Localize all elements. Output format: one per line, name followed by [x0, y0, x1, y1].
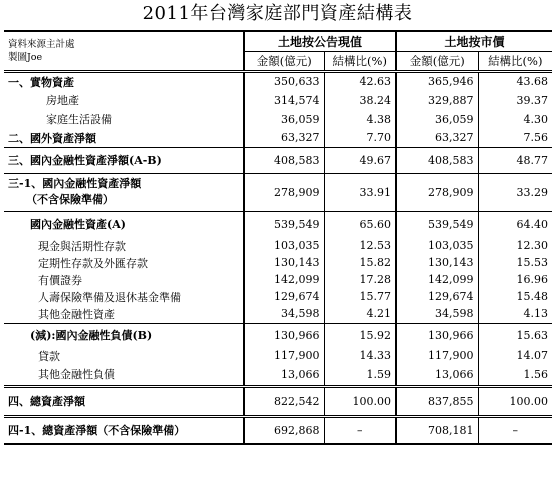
cell-amount-1: 129,674 — [244, 288, 324, 305]
cell-ratio-2: 4.30 — [478, 109, 552, 129]
author-label: 製圖Joe — [8, 51, 43, 63]
cell-ratio-2: 39.37 — [478, 91, 552, 109]
cell-ratio-1: 49.67 — [324, 147, 396, 173]
cell-ratio-2: 14.07 — [478, 347, 552, 364]
cell-amount-2: 63,327 — [396, 129, 478, 147]
cell-ratio-1: 15.92 — [324, 323, 396, 347]
table-row — [4, 347, 552, 364]
cell-amount-2: 130,966 — [396, 323, 478, 347]
table-row — [4, 364, 552, 386]
cell-amount-2: 539,549 — [396, 211, 478, 237]
cell-ratio-1: 7.70 — [324, 129, 396, 147]
cell-ratio-1: 42.63 — [324, 71, 396, 91]
row-label: 貸款 — [38, 349, 60, 363]
cell-amount-2: 408,583 — [396, 147, 478, 173]
cell-amount-1: 63,327 — [244, 129, 324, 147]
cell-amount-2: 837,855 — [396, 386, 478, 416]
cell-amount-1: 314,574 — [244, 91, 324, 109]
table-row — [4, 323, 552, 347]
row-label: 三、國內金融性資產淨額(A-B) — [4, 147, 244, 173]
table-row — [4, 211, 552, 237]
cell-amount-2: 129,674 — [396, 288, 478, 305]
table-row — [4, 129, 552, 147]
cell-ratio-2: – — [478, 416, 552, 444]
table-row — [4, 109, 552, 129]
cell-ratio-1: 12.53 — [324, 237, 396, 254]
cell-amount-1: 142,099 — [244, 271, 324, 288]
cell-amount-2: 365,946 — [396, 71, 478, 91]
cell-amount-1: 34,598 — [244, 305, 324, 323]
cell-amount-1: 130,966 — [244, 323, 324, 347]
cell-ratio-1: 15.82 — [324, 254, 396, 271]
cell-ratio-2: 1.56 — [478, 364, 552, 386]
cell-amount-1: 692,868 — [244, 416, 324, 444]
row-label-line1: 三-1、國內金融性資產淨額 — [8, 177, 142, 190]
cell-ratio-2: 12.30 — [478, 237, 552, 254]
cell-amount-1: 13,066 — [244, 364, 324, 386]
cell-amount-2: 329,887 — [396, 91, 478, 109]
cell-amount-2: 34,598 — [396, 305, 478, 323]
row-label: 家庭生活設備 — [46, 113, 112, 126]
cell-ratio-1: 14.33 — [324, 347, 396, 364]
cell-amount-1: 408,583 — [244, 147, 324, 173]
cell-amount-2: 278,909 — [396, 173, 478, 211]
cell-ratio-1: 1.59 — [324, 364, 396, 386]
cell-ratio-2: 15.63 — [478, 323, 552, 347]
row-label: 二、國外資產淨額 — [8, 131, 96, 145]
cell-ratio-2: 33.29 — [478, 173, 552, 211]
cell-ratio-2: 43.68 — [478, 71, 552, 91]
table-row — [4, 71, 552, 91]
row-label: 人壽保險準備及退休基金準備 — [38, 290, 181, 304]
table-row — [4, 91, 552, 109]
cell-ratio-1: 38.24 — [324, 91, 396, 109]
table-row — [4, 416, 552, 444]
cell-amount-2: 13,066 — [396, 364, 478, 386]
cell-ratio-1: 100.00 — [324, 386, 396, 416]
cell-ratio-2: 64.40 — [478, 211, 552, 237]
row-label: 四、總資產淨額 — [4, 386, 244, 416]
cell-amount-1: 822,542 — [244, 386, 324, 416]
cell-ratio-2: 48.77 — [478, 147, 552, 173]
source-label: 資料來源主計處 — [8, 38, 75, 50]
table-row — [4, 147, 552, 173]
row-label: 有價證券 — [38, 273, 82, 287]
table-row — [4, 386, 552, 416]
cell-amount-2: 36,059 — [396, 109, 478, 129]
row-label-line2: （不含保險準備） — [26, 193, 114, 206]
group-header-market: 土地按市價 — [396, 31, 552, 51]
cell-ratio-2: 7.56 — [478, 129, 552, 147]
cell-ratio-2: 15.48 — [478, 288, 552, 305]
table-row — [4, 271, 552, 288]
row-label: 房地產 — [46, 94, 79, 107]
cell-ratio-2: 16.96 — [478, 271, 552, 288]
cell-ratio-1: 33.91 — [324, 173, 396, 211]
cell-ratio-2: 100.00 — [478, 386, 552, 416]
row-label: 其他金融性資產 — [38, 307, 115, 321]
cell-amount-1: 36,059 — [244, 109, 324, 129]
row-label: 一、實物資產 — [4, 71, 244, 91]
cell-amount-1: 103,035 — [244, 237, 324, 254]
cell-amount-2: 708,181 — [396, 416, 478, 444]
table-row — [4, 288, 552, 305]
cell-amount-1: 350,633 — [244, 71, 324, 91]
cell-ratio-1: 4.21 — [324, 305, 396, 323]
col-header-ratio-1: 結構比(%) — [324, 51, 396, 71]
page-title: 2011年台灣家庭部門資產結構表 — [142, 3, 413, 24]
row-label: 國內金融性資產(A) — [4, 211, 244, 237]
table-row — [4, 237, 552, 254]
row-label — [4, 173, 244, 211]
cell-ratio-2: 4.13 — [478, 305, 552, 323]
group-header-announced: 土地按公告現值 — [244, 31, 396, 51]
cell-ratio-1: 15.77 — [324, 288, 396, 305]
cell-amount-2: 103,035 — [396, 237, 478, 254]
asset-structure-table — [4, 30, 552, 445]
cell-amount-2: 142,099 — [396, 271, 478, 288]
row-label: 其他金融性負債 — [38, 368, 115, 382]
table-row — [4, 173, 552, 211]
cell-amount-1: 130,143 — [244, 254, 324, 271]
source-cell — [4, 31, 244, 71]
row-label: (減):國內金融性負債(B) — [4, 323, 244, 347]
cell-amount-2: 130,143 — [396, 254, 478, 271]
row-label: 現金與活期性存款 — [38, 239, 126, 253]
cell-amount-1: 117,900 — [244, 347, 324, 364]
cell-ratio-1: – — [324, 416, 396, 444]
cell-ratio-2: 15.53 — [478, 254, 552, 271]
table-row — [4, 305, 552, 323]
col-header-ratio-2: 結構比(%) — [478, 51, 552, 71]
row-label: 定期性存款及外匯存款 — [38, 256, 148, 270]
cell-amount-1: 539,549 — [244, 211, 324, 237]
col-header-amount-2: 金額(億元) — [396, 51, 478, 71]
cell-ratio-1: 17.28 — [324, 271, 396, 288]
group-header-row — [4, 31, 552, 51]
cell-ratio-1: 4.38 — [324, 109, 396, 129]
table-row — [4, 254, 552, 271]
cell-amount-1: 278,909 — [244, 173, 324, 211]
row-label: 四-1、總資產淨額（不含保險準備） — [4, 416, 244, 444]
cell-ratio-1: 65.60 — [324, 211, 396, 237]
cell-amount-2: 117,900 — [396, 347, 478, 364]
col-header-amount-1: 金額(億元) — [244, 51, 324, 71]
